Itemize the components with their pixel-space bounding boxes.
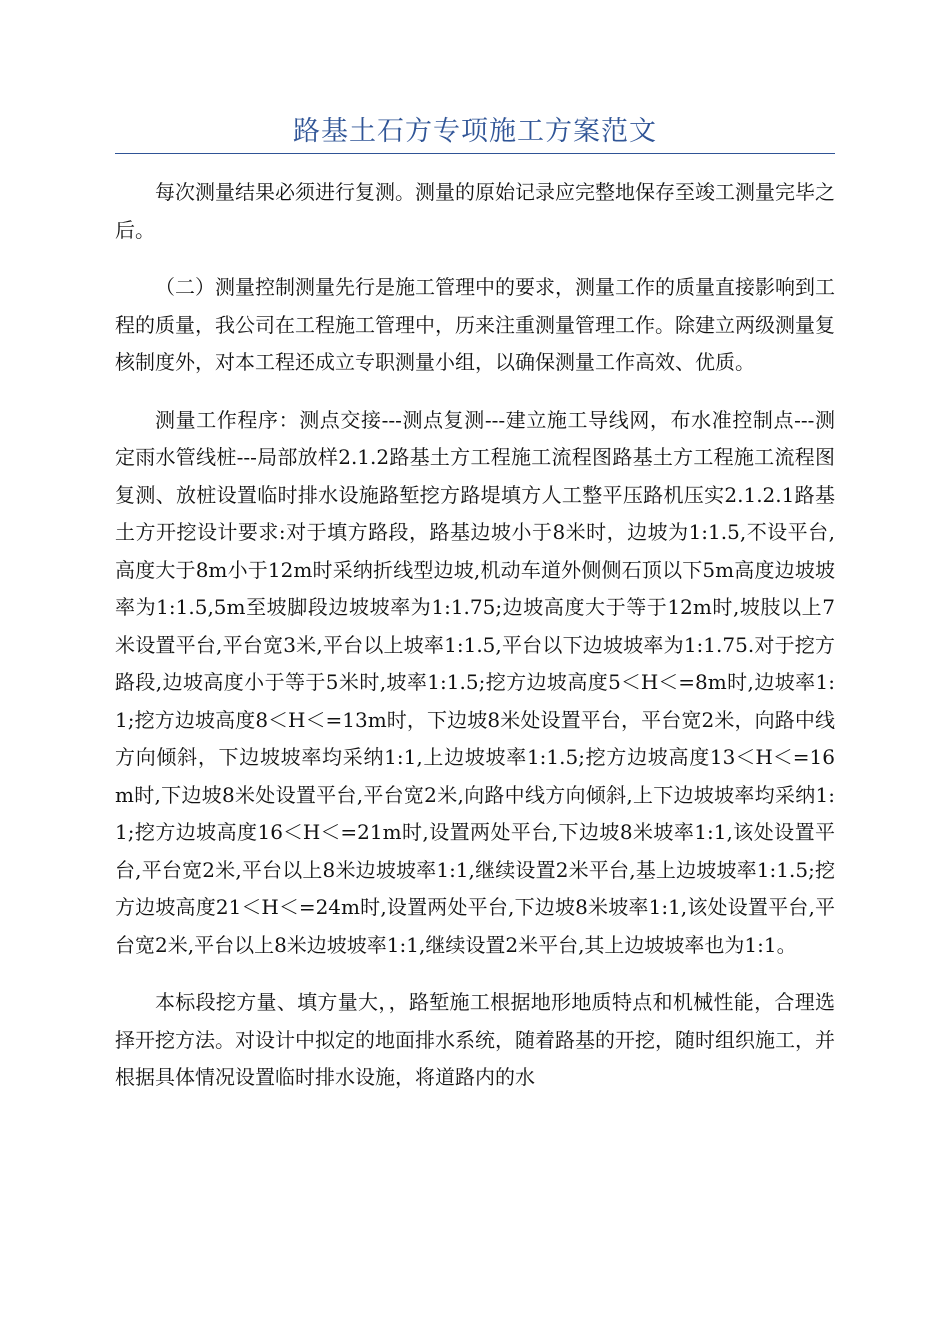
document-title: 路基土石方专项施工方案范文 [293, 116, 657, 147]
paragraph-2: （二）测量控制测量先行是施工管理中的要求，测量工作的质量直接影响到工程的质量，我公司在工程施工管理中，历来注重测量管理工作。除建立两级测量复核制度外，对本工程还成立专职测量小组，以确保测量工作高效、优质。 [115, 275, 835, 374]
paragraph-3: 测量工作程序：测点交接---测点复测---建立施工导线网，布水准控制点---测定雨水管线桩---局部放样2.1.2路基土方工程施工流程图路基土方工程施工流程图复测、放桩设置临时排水设施路堑挖方路堤填方人工整平压路机压实2.1.2.1路基土方开挖设计要求:对于填方路段，路基边坡小于8米时，边坡为1:1.5,不设平台,高度大于8m小于12m时采纳折线型边坡,机动车道外侧侧石顶以下5m高度边坡坡率为1:1.5,5m至坡脚段边坡坡率为1:1.75;边坡高度大于等于12m时,坡肢以上7米设置平台,平台宽3米,平台以上坡率1:1.5,平台以下边坡坡率为1:1.75.对于挖方路段,边坡高度小于等于5米时,坡率1:1.5;挖方边坡高度5＜H＜=8m时,边坡率1:1;挖方边坡高度8＜H＜=13m时，下边坡8米处设置平台，平台宽2米，向路中线方向倾斜，下边坡坡率均采纳1:1,上边坡坡率1:1.5;挖方边坡高度13＜H＜=16m时,下边坡8米处设置平台,平台宽2米,向路中线方向倾斜,上下边坡坡率均采纳1:1;挖方边坡高度16＜H＜=21m时,设置两处平台,下边坡8米坡率1:1,该处设置平台,平台宽2米,平台以上8米边坡坡率1:1,继续设置2米平台,基上边坡坡率1:1.5;挖方边坡高度21＜H＜=24m时,设置两处平台,下边坡8米坡率1:1,该处设置平台,平台宽2米,平台以上8米边坡坡率1:1,继续设置2米平台,其上边坡坡率也为1:1。 [115, 407, 835, 957]
paragraph-4: 本标段挖方量、填方量大，，路堑施工根据地形地质特点和机械性能，合理选择开挖方法。对设计中拟定的地面排水系统，随着路基的开挖，随时组织施工，并根据具体情况设置临时排水设施，将道路内的水 [115, 990, 835, 1089]
paragraph-1: 每次测量结果必须进行复测。测量的原始记录应完整地保存至竣工测量完毕之后。 [115, 180, 835, 242]
title-underline [115, 153, 835, 154]
document-body [115, 174, 835, 1117]
